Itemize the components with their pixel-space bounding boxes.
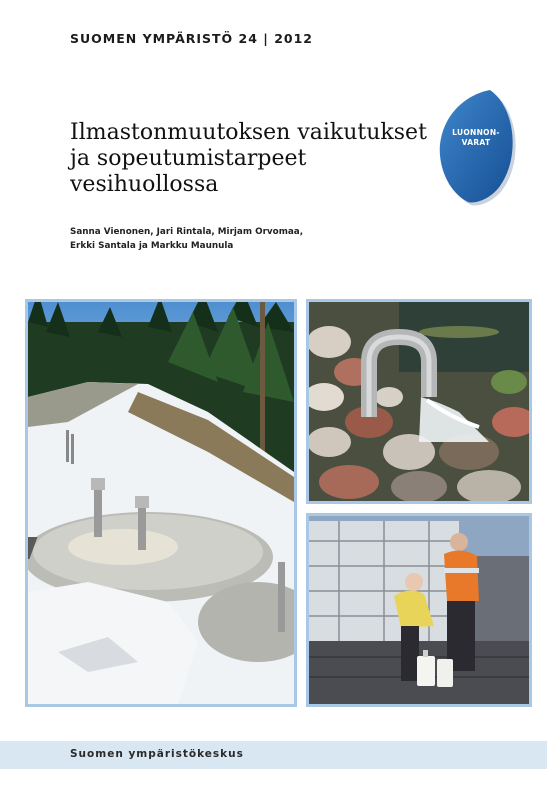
title-line-2: ja sopeutumistarpeet xyxy=(70,146,307,171)
photo-wells-snow xyxy=(28,302,294,704)
water-canisters-photo xyxy=(306,513,532,707)
title-line-1: Ilmastonmuutoksen vaikutukset xyxy=(70,120,427,145)
water-outlet-pipe-photo xyxy=(306,299,532,504)
wellfield-winter-photo xyxy=(25,299,297,707)
author-list xyxy=(70,225,370,253)
badge-label xyxy=(438,128,514,148)
series-heading: SUOMEN YMPÄRISTÖ 24 | 2012 xyxy=(70,31,313,46)
category-badge xyxy=(438,88,516,206)
author-line-2: Erkki Santala ja Markku Maunula xyxy=(70,241,234,251)
badge-label-line-1: LUONNON- xyxy=(452,128,500,137)
badge-label-line-2: VARAT xyxy=(461,138,491,147)
photo-pipe-rocks xyxy=(309,302,529,501)
title-line-3: vesihuollossa xyxy=(70,172,219,197)
document-title xyxy=(70,120,430,198)
author-line-1: Sanna Vienonen, Jari Rintala, Mirjam Orvomaa, xyxy=(70,227,304,237)
photo-people-canisters xyxy=(309,516,529,704)
publisher-name: Suomen ympäristökeskus xyxy=(70,748,244,760)
